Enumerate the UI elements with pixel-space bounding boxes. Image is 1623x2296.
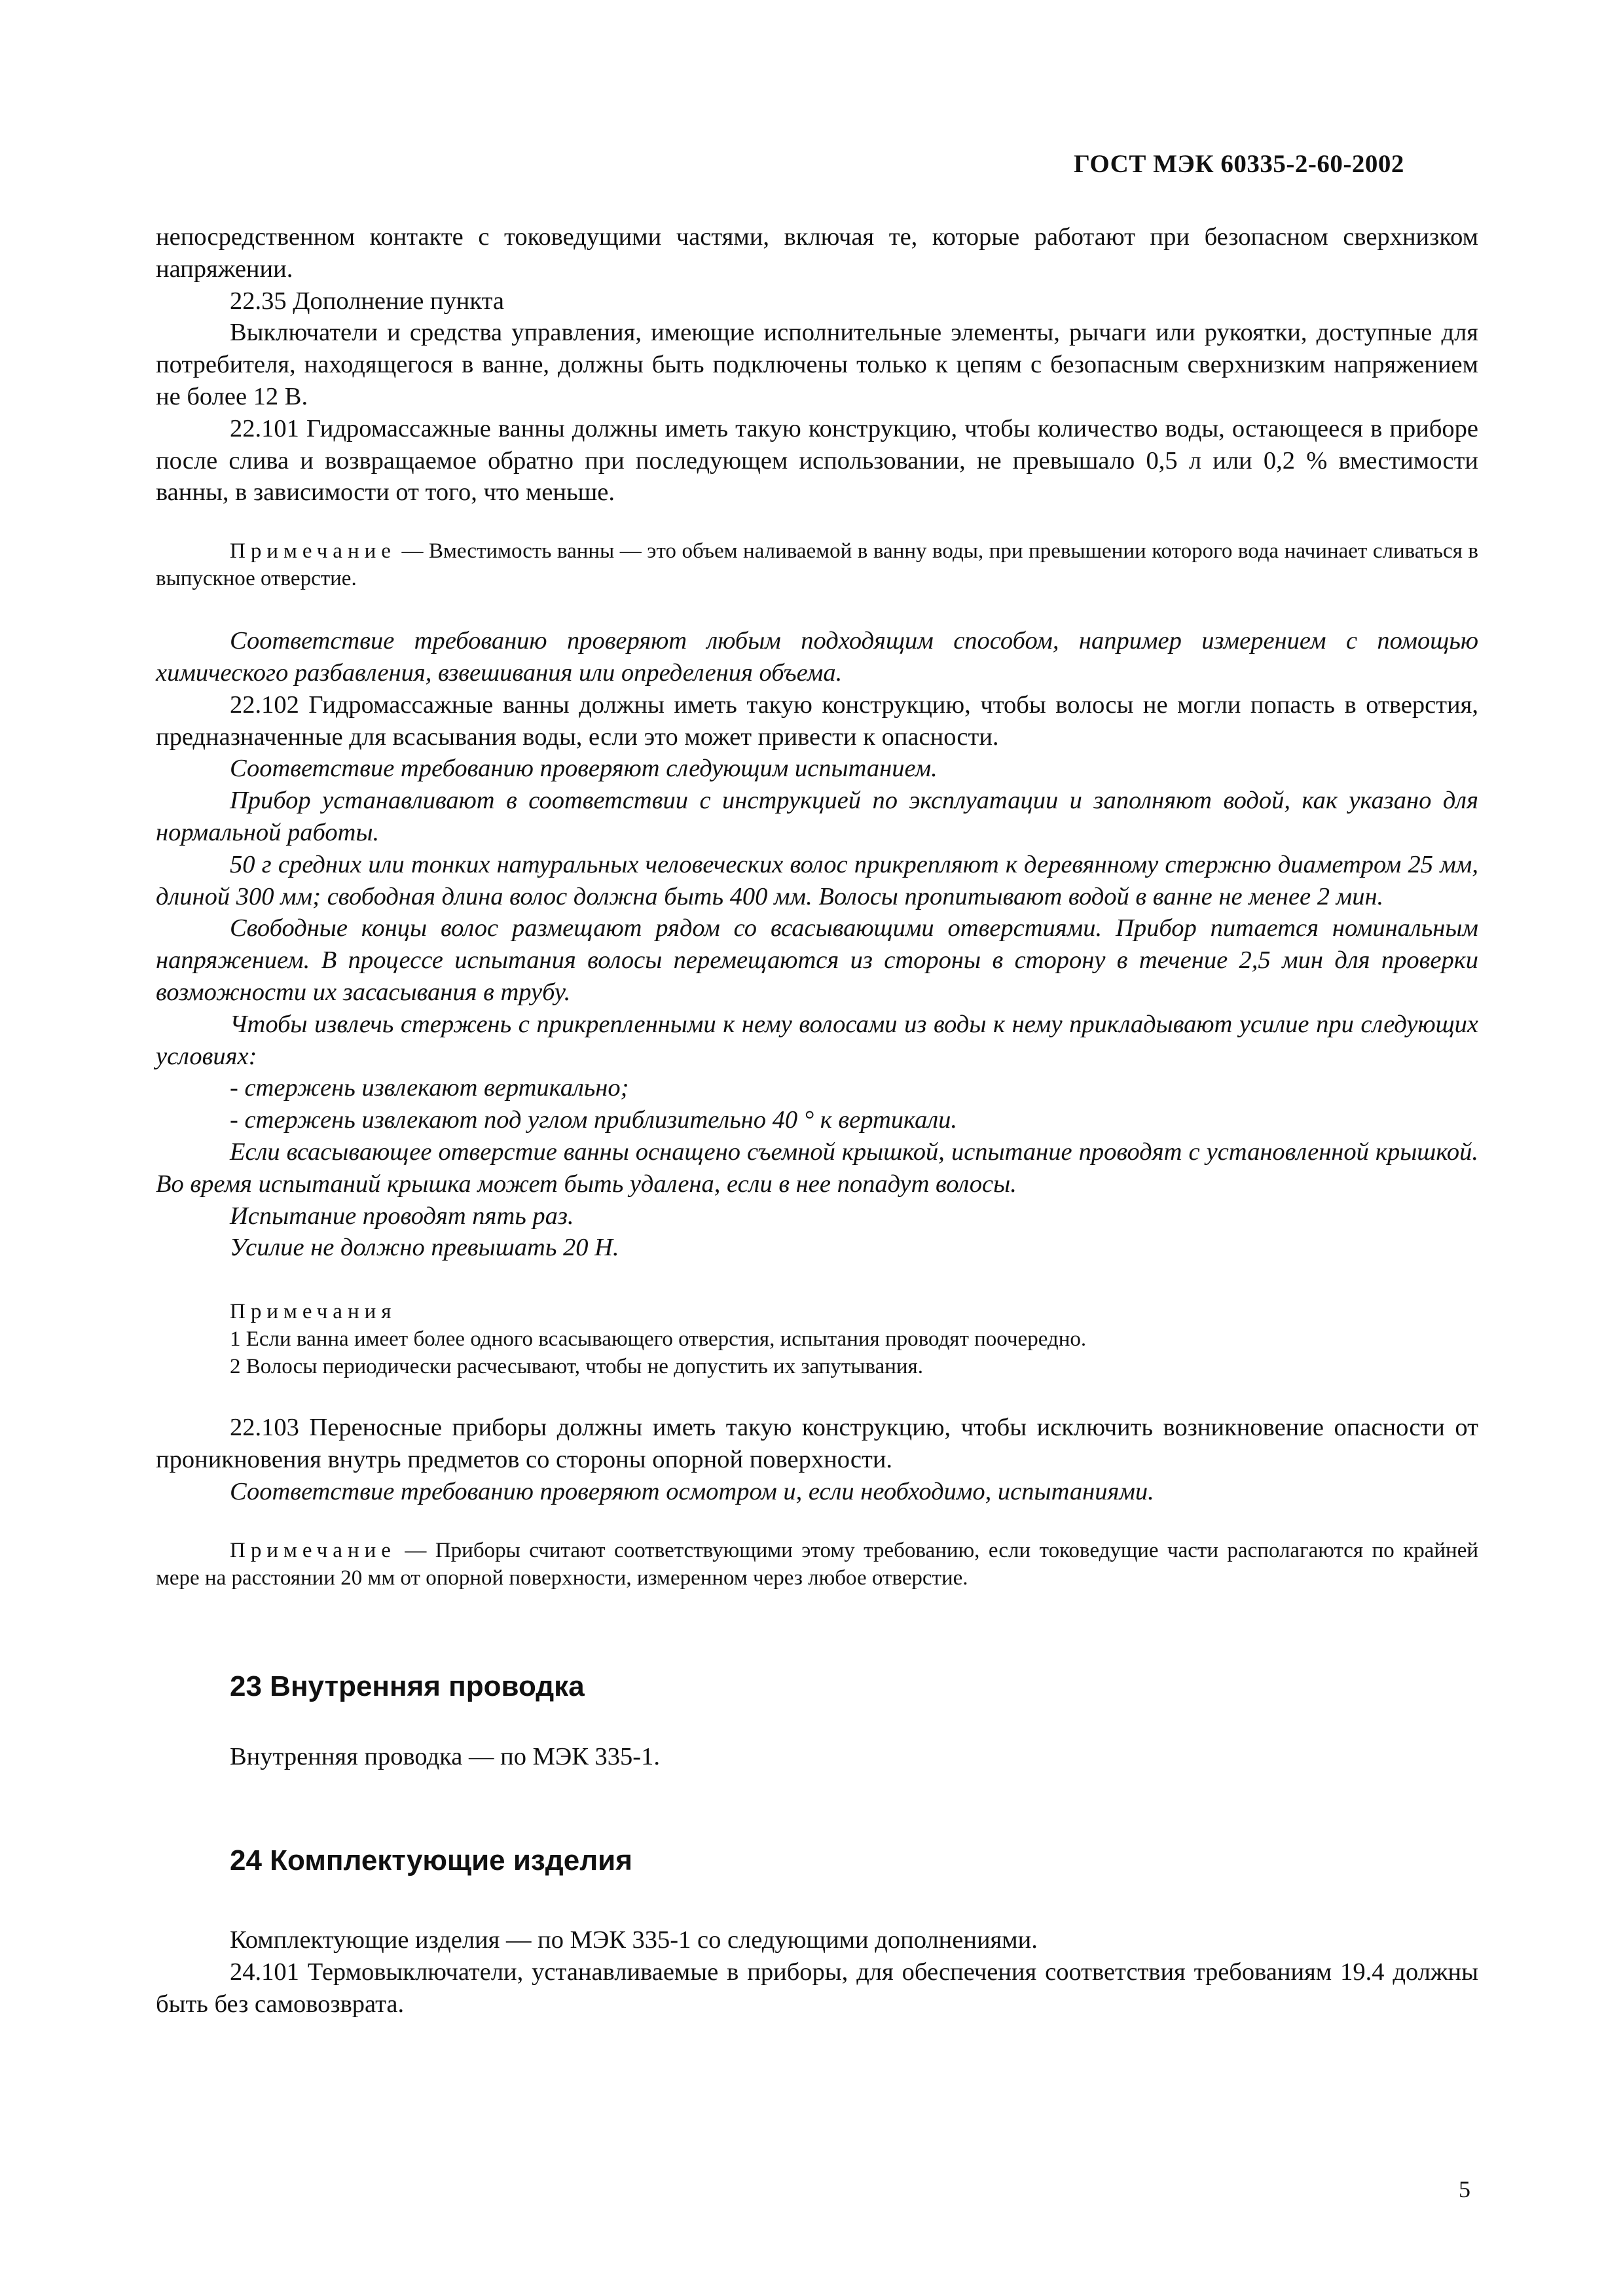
note-label: Примечание xyxy=(230,1538,396,1562)
clause-paragraph: 22.103 Переносные приборы должны иметь такую конструкцию, чтобы исключить возникновение опасности от проникновения внутрь предметов со стороны опорной поверхности. xyxy=(156,1414,1478,1473)
paragraph: Выключатели и средства управления, имеющие исполнительные элементы, рычаги или рукоятки, доступные для потребителя, находящегося в ванне, должны быть подключены только к цепям с безопасным сверхнизким напряжением не более 12 В. xyxy=(156,319,1478,410)
note-text: — Приборы считают соответствующими этому требованию, если токоведущие части располагаются по крайней мере на расстоянии 20 мм от опорной поверхности, измеренном через любое отверстие. xyxy=(156,1538,1478,1590)
test-paragraph: Соответствие требованию проверяют осмотром и, если необходимо, испытаниями. xyxy=(230,1477,1154,1505)
test-paragraph: Соответствие требованию проверяют любым подходящим способом, например измерением с помощью химического разбавления, взвешивания или определения объема. xyxy=(156,627,1478,687)
document-header: ГОСТ МЭК 60335-2-60-2002 xyxy=(1074,150,1404,178)
note-label: Примечание xyxy=(230,539,396,564)
test-paragraph: Испытание проводят пять раз. xyxy=(230,1202,574,1230)
notes-title: Примечания xyxy=(230,1300,397,1324)
list-item: - стержень извлекают вертикально; xyxy=(230,1074,629,1102)
page-number: 5 xyxy=(1459,2176,1470,2202)
note xyxy=(156,1537,1478,1592)
note-item: 2 Волосы периодически расчесывают, чтобы не допустить их запутывания. xyxy=(230,1355,923,1379)
test-paragraph: Усилие не должно превышать 20 Н. xyxy=(230,1234,619,1262)
note-text: — Вместимость ванны — это объем наливаемой в ванну воды, при превышении которого вода начинает сливаться в выпускное отверстие. xyxy=(156,539,1478,591)
test-paragraph: Свободные концы волос размещают рядом со всасывающими отверстиями. Прибор питается номинальным напряжением. В процессе испытания волосы перемещаются из стороны в сторону в течение 2,5 мин для проверки возможности их засасывания в трубу. xyxy=(156,914,1478,1006)
paragraph: непосредственном контакте с токоведущими частями, включая те, которые работают при безопасном сверхнизком напряжении. xyxy=(156,223,1478,283)
test-paragraph: Соответствие требованию проверяют следующим испытанием. xyxy=(230,755,938,783)
clause-paragraph: 22.101 Гидромассажные ванны должны иметь такую конструкцию, чтобы количество воды, остающееся в приборе после слива и возвращаемое обратно при последующем использовании, не превышало 0,5 л или 0,2 % вместимости ванны, в зависимости от того, что меньше. xyxy=(156,414,1478,507)
note-item: 1 Если ванна имеет более одного всасывающего отверстия, испытания проводят поочередно. xyxy=(230,1327,1087,1352)
clause-title: 22.35 Дополнение пункта xyxy=(230,287,504,315)
section-heading: 24 Комплектующие изделия xyxy=(230,1844,632,1877)
note xyxy=(156,537,1478,592)
paragraph: Внутренняя проводка — по МЭК 335-1. xyxy=(230,1742,661,1770)
test-paragraph: 50 г средних или тонких натуральных человеческих волос прикрепляют к деревянному стержню диаметром 25 мм, длиной 300 мм; свободная длина волос должна быть 400 мм. Волосы пропитывают водой в ванне не менее 2 мин. xyxy=(156,850,1478,910)
clause-paragraph: 24.101 Термовыключатели, устанавливаемые в приборы, для обеспечения соответствия требованиям 19.4 должны быть без самовозврата. xyxy=(156,1958,1478,2018)
test-paragraph: Если всасывающее отверстие ванны оснащено съемной крышкой, испытание проводят с установленной крышкой. Во время испытаний крышка может быть удалена, если в нее попадут волосы. xyxy=(156,1138,1478,1198)
clause-paragraph: 22.102 Гидромассажные ванны должны иметь такую конструкцию, чтобы волосы не могли попасть в отверстия, предназначенные для всасывания воды, если это может привести к опасности. xyxy=(156,691,1478,751)
paragraph: Комплектующие изделия — по МЭК 335-1 со следующими дополнениями. xyxy=(230,1926,1038,1954)
list-item: - стержень извлекают под углом приблизительно 40 ° к вертикали. xyxy=(230,1106,957,1134)
page-content xyxy=(156,221,1478,2020)
test-paragraph: Прибор устанавливают в соответствии с инструкцией по эксплуатации и заполняют водой, как указано для нормальной работы. xyxy=(156,787,1478,846)
section-heading: 23 Внутренняя проводка xyxy=(230,1670,585,1702)
test-paragraph: Чтобы извлечь стержень с прикрепленными к нему волосами из воды к нему прикладывают усилие при следующих условиях: xyxy=(156,1010,1478,1070)
